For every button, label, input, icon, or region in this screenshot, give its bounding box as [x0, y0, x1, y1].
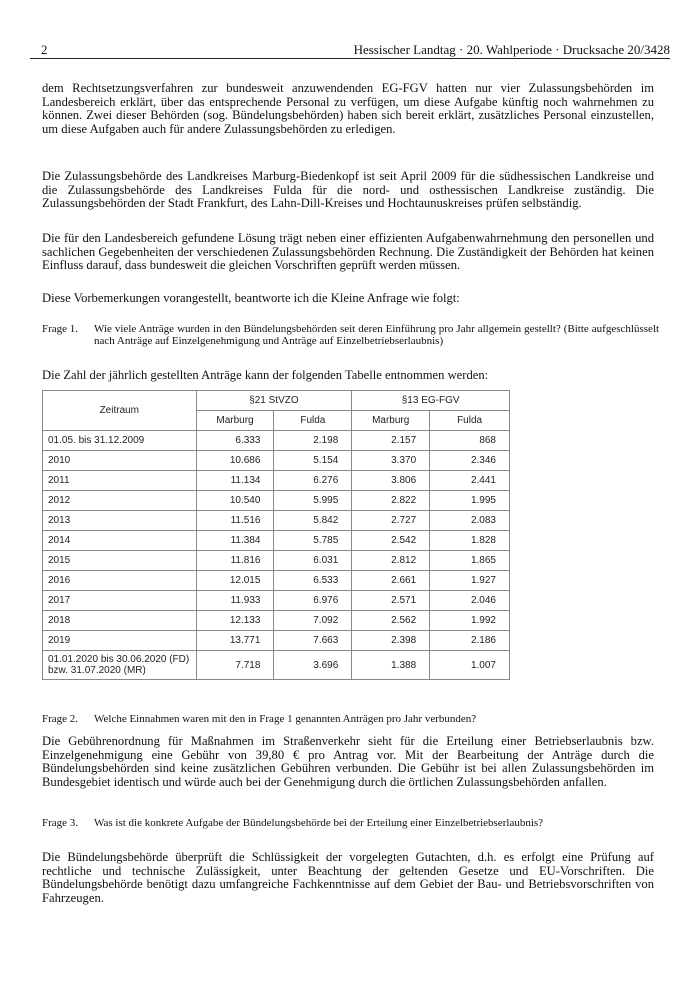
table-cell: 10.686	[196, 451, 274, 471]
table-row	[43, 551, 510, 571]
table-cell: 5.995	[274, 491, 352, 511]
table-row	[43, 611, 510, 631]
table-row	[43, 431, 510, 451]
table-cell: 1.992	[430, 611, 510, 631]
table-cell: 3.370	[352, 451, 430, 471]
table-cell: 5.154	[274, 451, 352, 471]
table-cell: 11.134	[196, 471, 274, 491]
table-cell: 11.933	[196, 591, 274, 611]
question-2-text: Welche Einnahmen waren mit den in Frage 1 genannten Anträgen pro Jahr verbunden?	[94, 713, 477, 725]
paragraph-solution: Die für den Landesbereich gefundene Lösung trägt neben einer effizienten Aufgabenwahrnehmung den personellen und sachlichen Gegebenheiten der verschiedenen Zulassungsbehörden Rechnung. Die Zuständigkeit der Behörden hat keinen Einfluss darauf, dass bundesweit die gleichen Vorschriften geprüft werden müssen.	[42, 231, 654, 273]
header-period: Zeitraum	[43, 391, 197, 431]
table-cell-period: 2011	[43, 471, 197, 491]
table-cell: 11.816	[196, 551, 274, 571]
table-cell: 2.812	[352, 551, 430, 571]
table-cell-period: 2015	[43, 551, 197, 571]
subheader-marburg: Marburg	[196, 411, 274, 431]
table-cell: 6.533	[274, 571, 352, 591]
table-cell: 2.727	[352, 511, 430, 531]
table-row	[43, 511, 510, 531]
answer-3: Die Bündelungsbehörde überprüft die Schlüssigkeit der vorgelegten Gutachten, d.h. es erfolgt eine Prüfung auf rechtliche und technische Zulässigkeit, unter Beachtung der geltenden Gesetze und EU-Vorschriften. Die Bündelungsbehörde benötigt dazu umfangreiche Fachkenntnisse auf dem Gebiet der Bau- und Betriebsvorschriften von Fahrzeugen.	[42, 850, 654, 905]
table-cell: 10.540	[196, 491, 274, 511]
table-row	[43, 471, 510, 491]
table-cell: 2.198	[274, 431, 352, 451]
table-cell: 12.133	[196, 611, 274, 631]
table-row	[43, 651, 510, 680]
question-2-label: Frage 2.	[42, 713, 79, 725]
table-cell: 6.333	[196, 431, 274, 451]
answer-2: Die Gebührenordnung für Maßnahmen im Straßenverkehr sieht für die Erteilung einer Betriebserlaubnis bzw. Einzelgenehmigung eine Gebühr von 39,80 € pro Antrag vor. Mit der Bearbeitung der Anträge durch die Bündelungsbehörden sind keine zusätzlichen Gebühren verbunden. Die Gebühr ist bei allen Zulassungsbehörden im Bundesgebiet identisch und würde auch bei der Genehmigung durch die örtlichen Zulassungsbehörden anfallen.	[42, 734, 654, 789]
table-row	[43, 571, 510, 591]
table-cell: 2.083	[430, 511, 510, 531]
table-cell-period: 2018	[43, 611, 197, 631]
table-cell: 11.516	[196, 511, 274, 531]
table-cell: 2.562	[352, 611, 430, 631]
table-cell-period: 2012	[43, 491, 197, 511]
question-1-label: Frage 1.	[42, 323, 79, 335]
table-cell: 2.398	[352, 631, 430, 651]
table-cell: 12.015	[196, 571, 274, 591]
table-row	[43, 451, 510, 471]
table-cell: 5.842	[274, 511, 352, 531]
table-cell: 868	[430, 431, 510, 451]
table-cell: 1.865	[430, 551, 510, 571]
table-cell: 2.661	[352, 571, 430, 591]
table-cell-period: 2010	[43, 451, 197, 471]
question-3-text: Was ist die konkrete Aufgabe der Bündelungsbehörde bei der Erteilung einer Einzelbetriebserlaubnis?	[94, 817, 544, 829]
paragraph-preface: Diese Vorbemerkungen vorangestellt, beantworte ich die Kleine Anfrage wie folgt:	[42, 291, 460, 305]
table-cell: 1.388	[352, 651, 430, 680]
table-cell: 1.828	[430, 531, 510, 551]
question-1-text: Wie viele Anträge wurden in den Bündelungsbehörden seit deren Einführung pro Jahr allgemein gestellt? (Bitte aufgeschlüsselt nach Anträge auf Einzelgenehmigung und Anträge auf Einzelbetriebserlaubnis)	[94, 323, 659, 347]
table-cell: 1.995	[430, 491, 510, 511]
page-number: 2	[41, 42, 48, 57]
table-row	[43, 631, 510, 651]
table-cell: 7.718	[196, 651, 274, 680]
question-3-label: Frage 3.	[42, 817, 79, 829]
table-cell: 2.822	[352, 491, 430, 511]
table-cell: 6.276	[274, 471, 352, 491]
table-cell-period: 2017	[43, 591, 197, 611]
table-cell: 7.092	[274, 611, 352, 631]
subheader-marburg: Marburg	[352, 411, 430, 431]
table-cell-period: 01.05. bis 31.12.2009	[43, 431, 197, 451]
table-cell: 5.785	[274, 531, 352, 551]
table-cell: 2.346	[430, 451, 510, 471]
table-cell: 11.384	[196, 531, 274, 551]
table-cell: 2.441	[430, 471, 510, 491]
table-cell-period: 2013	[43, 511, 197, 531]
applications-table	[42, 390, 510, 680]
table-cell: 6.031	[274, 551, 352, 571]
table-row	[43, 591, 510, 611]
table-cell-period: 2019	[43, 631, 197, 651]
table-cell: 2.046	[430, 591, 510, 611]
table-cell: 3.806	[352, 471, 430, 491]
table-cell: 3.696	[274, 651, 352, 680]
header-stvzo: §21 StVZO	[196, 391, 352, 411]
running-title: Hessischer Landtag · 20. Wahlperiode · Drucksache 20/3428	[353, 42, 670, 57]
table-cell: 2.186	[430, 631, 510, 651]
paragraph-intro: dem Rechtsetzungsverfahren zur bundesweit anzuwendenden EG-FGV hatten nur vier Zulassungsbehörden im Landesbereich erklärt, über das entsprechende Personal zu verfügen, um diese Aufgabe künftig noch wahrnehmen zu können. Zwei dieser Behörden (sog. Bündelungsbehörden) haben sich bereit erklärt, zusätzliches Personal einzustellen, um diese Aufgaben auch für andere Zulassungsbehörden zu erledigen.	[42, 81, 654, 136]
table-cell: 2.571	[352, 591, 430, 611]
table-cell-period: 01.01.2020 bis 30.06.2020 (FD) bzw. 31.07.2020 (MR)	[43, 651, 197, 680]
table-cell: 6.976	[274, 591, 352, 611]
table-cell: 13.771	[196, 631, 274, 651]
answer-1-intro: Die Zahl der jährlich gestellten Anträge kann der folgenden Tabelle entnommen werden:	[42, 368, 489, 382]
table-cell: 1.007	[430, 651, 510, 680]
subheader-fulda: Fulda	[274, 411, 352, 431]
table-cell-period: 2016	[43, 571, 197, 591]
table-cell: 2.542	[352, 531, 430, 551]
table-row	[43, 491, 510, 511]
table-row	[43, 531, 510, 551]
subheader-fulda: Fulda	[430, 411, 510, 431]
paragraph-responsibility: Die Zulassungsbehörde des Landkreises Marburg-Biedenkopf ist seit April 2009 für die südhessischen Landkreise und die Zulassungsbehörde des Landkreises Fulda für die nord- und osthessischen Landkreise zuständig. Die Zulassungsbehörden der Stadt Frankfurt, des Lahn-Dill-Kreises und Hochtaunuskreises prüfen selbständig.	[42, 169, 654, 211]
table-cell-period: 2014	[43, 531, 197, 551]
table-cell: 2.157	[352, 431, 430, 451]
header-egfgv: §13 EG-FGV	[352, 391, 510, 411]
page-header	[30, 40, 670, 59]
table-cell: 1.927	[430, 571, 510, 591]
table-cell: 7.663	[274, 631, 352, 651]
